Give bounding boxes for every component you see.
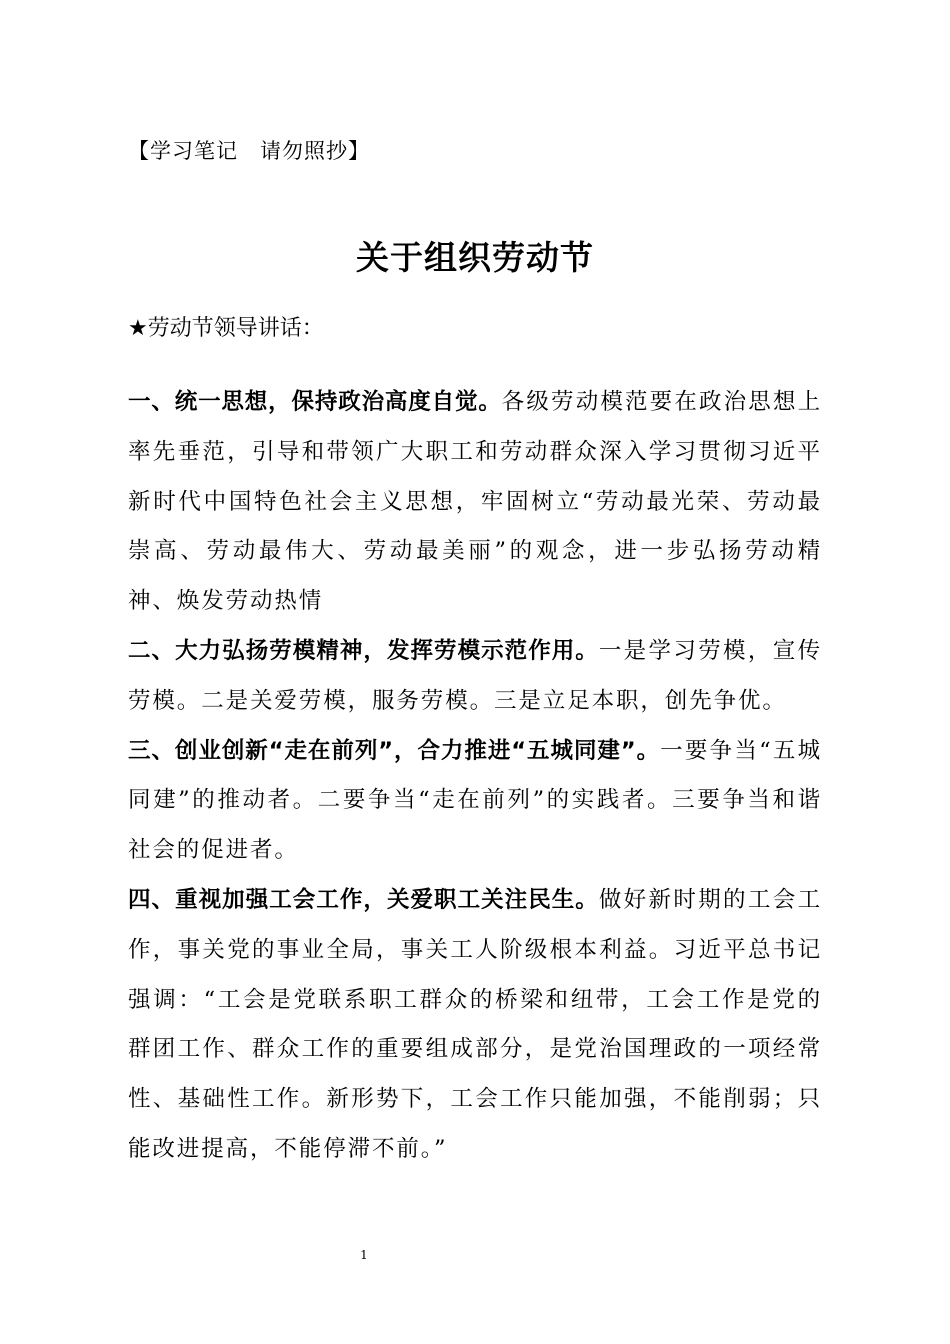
paragraph-3-heading: 三、创业创新“走在前列”，合力推进“五城同建”。	[128, 737, 661, 764]
paragraph-4-text: 做好新时期的工会工作，事关党的事业全局，事关工人阶级根本利益。习近平总书记强调：“工会是党联系职工群众的桥梁和纽带，工会工作是党的群团工作、群众工作的重要组成部分，是党治国理政的一项经常性、基础性工作。新形势下，工会工作只能加强，不能削弱；只能改进提高，不能停滞不前。”	[128, 886, 822, 1162]
paragraph-1-heading: 一、统一思想，保持政治高度自觉。	[128, 389, 502, 415]
paragraph-3-text: 一要争当“五城同建”的推动者。二要争当“走在前列”的实践者。三要争当和谐社会的促进者。	[128, 737, 822, 864]
document-title: 关于组织劳动节	[356, 238, 594, 277]
section-label: ★劳动节领导讲话：	[128, 316, 324, 341]
paragraph-4	[128, 876, 822, 1175]
page-number: 1	[360, 1248, 368, 1262]
paragraph-4-heading: 四、重视加强工会工作，关爱职工关注民生。	[128, 886, 599, 913]
speech-body	[128, 378, 822, 1175]
paragraph-1-text: 各级劳动模范要在政治思想上率先垂范，引导和带领广大职工和劳动群众深入学习贯彻习近平新时代中国特色社会主义思想，牢固树立“劳动最光荣、劳动最崇高、劳动最伟大、劳动最美丽”的观念，进一步弘扬劳动精神、焕发劳动热情	[128, 389, 822, 615]
paragraph-2	[128, 627, 822, 727]
paragraph-2-text: 一是学习劳模，宣传劳模。二是关爱劳模，服务劳模。三是立足本职，创先争优。	[128, 637, 822, 714]
paragraph-1	[128, 378, 822, 627]
paragraph-2-heading: 二、大力弘扬劳模精神，发挥劳模示范作用。	[128, 637, 599, 664]
study-note-header: 【学习笔记 请勿照抄】	[128, 139, 370, 163]
paragraph-3	[128, 727, 822, 876]
